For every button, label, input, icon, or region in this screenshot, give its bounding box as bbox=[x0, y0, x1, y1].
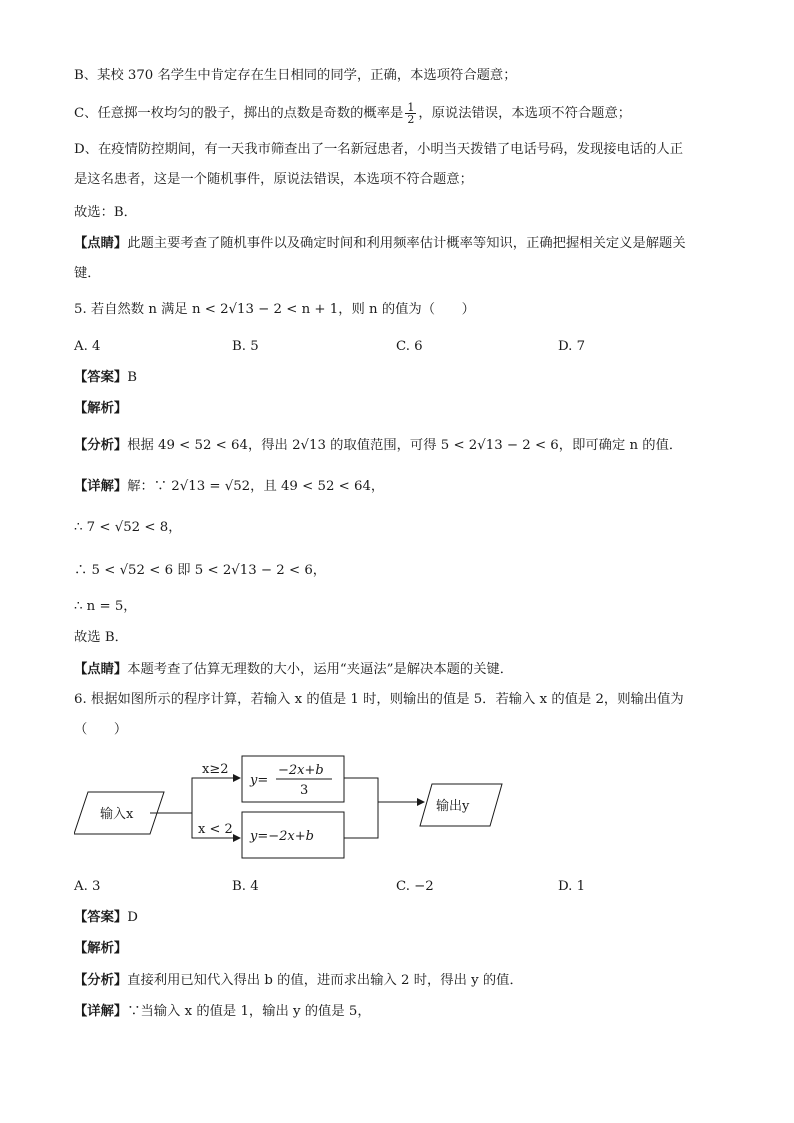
box-top-lhs: y= bbox=[250, 773, 269, 788]
option-d: D. 1 bbox=[558, 879, 586, 894]
text-line: 是这名患者，这是一个随机事件，原说法错误，本选项不符合题意； bbox=[74, 172, 473, 187]
text-line bbox=[74, 660, 513, 680]
section-tag: 【详解】 bbox=[74, 1004, 128, 1019]
text-segment: 解：∵ 2√13 = √52，且 49 < 52 < 64， bbox=[127, 479, 385, 494]
section-tag: 【详解】 bbox=[74, 479, 128, 494]
answer-line bbox=[74, 368, 137, 388]
text-line: 故选 B． bbox=[74, 630, 128, 645]
flowchart-diagram bbox=[74, 750, 514, 870]
answer-line bbox=[74, 908, 138, 928]
box-bottom-formula: y=−2x+b bbox=[250, 829, 314, 844]
option-a: A. 4 bbox=[74, 339, 101, 354]
fraction-numerator: 1 bbox=[407, 101, 415, 114]
text-line bbox=[74, 971, 523, 991]
text-line: ∴ 7 < √52 < 8， bbox=[74, 520, 182, 535]
option-d: D. 7 bbox=[558, 339, 586, 354]
section-tag: 【点睛】 bbox=[74, 236, 128, 251]
text-line: ∴ n = 5， bbox=[74, 599, 137, 614]
merge-line bbox=[344, 778, 378, 838]
section-tag: 【分析】 bbox=[74, 438, 128, 453]
section-tag: 【答案】 bbox=[74, 370, 128, 385]
option-b: B. 5 bbox=[232, 339, 259, 354]
section-tag: 【答案】 bbox=[74, 910, 128, 925]
text-line: D、在疫情防控期间，有一天我市筛查出了一名新冠患者，小明当天拨错了电话号码，发现接电话的人正 bbox=[74, 142, 684, 157]
text-line: （ ） bbox=[74, 722, 128, 737]
text-line: B、某校 370 名学生中肯定存在生日相同的同学，正确，本选项符合题意； bbox=[74, 68, 517, 83]
box-top-numerator: −2x+b bbox=[278, 763, 324, 778]
text-line bbox=[74, 477, 384, 497]
text-line bbox=[74, 234, 686, 254]
box-top-denominator: 3 bbox=[300, 783, 309, 798]
fraction-denominator: 2 bbox=[407, 113, 415, 126]
fraction bbox=[405, 102, 416, 125]
section-tag: 【分析】 bbox=[74, 973, 128, 988]
text-segment: ∵当输入 x 的值是 1，输出 y 的值是 5， bbox=[127, 1004, 371, 1019]
text-segment: 直接利用已知代入得出 b 的值，进而求出输入 2 时，得出 y 的值． bbox=[127, 973, 523, 988]
branch-line bbox=[150, 778, 240, 813]
text-line bbox=[74, 436, 682, 456]
option-b: B. 4 bbox=[232, 879, 259, 894]
answer-value: B bbox=[127, 370, 137, 385]
text-segment: 本题考查了估算无理数的大小，运用“夹逼法”是解决本题的关键． bbox=[127, 662, 514, 677]
condition-bottom: x < 2 bbox=[198, 822, 233, 837]
text-segment: 此题主要考查了随机事件以及确定时间和利用频率估计概率等知识，正确把握相关定义是解题关 bbox=[127, 236, 686, 251]
text-segment: C、任意掷一枚均匀的骰子，掷出的点数是奇数的概率是 bbox=[74, 106, 404, 121]
text-segment: 根据 49 < 52 < 64，得出 2√13 的取值范围，可得 5 < 2√13 − 2 < 6，即可确定 n 的值． bbox=[127, 438, 683, 453]
condition-top: x≥2 bbox=[202, 762, 229, 777]
text-line bbox=[74, 1002, 371, 1022]
option-a: A. 3 bbox=[74, 879, 101, 894]
section-tag: 【解析】 bbox=[74, 401, 128, 416]
text-line: ∴ 5 < √52 < 6 即 5 < 2√13 − 2 < 6， bbox=[74, 563, 327, 578]
section-tag: 【解析】 bbox=[74, 941, 128, 956]
input-label: 输入x bbox=[100, 807, 134, 822]
option-c: C. 6 bbox=[396, 339, 423, 354]
text-line bbox=[74, 102, 631, 125]
answer-value: D bbox=[127, 910, 138, 925]
question-5: 5. 若自然数 n 满足 n < 2√13 − 2 < n + 1，则 n 的值为（ ） bbox=[74, 302, 475, 317]
question-6: 6. 根据如图所示的程序计算，若输入 x 的值是 1 时，则输出的值是 5．若输入 x 的值是 2，则输出值为 bbox=[74, 692, 684, 707]
option-c: C. −2 bbox=[396, 879, 434, 894]
section-tag: 【点睛】 bbox=[74, 662, 128, 677]
text-line: 故选：B． bbox=[74, 205, 137, 220]
output-label: 输出y bbox=[436, 799, 470, 814]
text-line: 键． bbox=[74, 266, 101, 281]
text-segment: ，原说法错误，本选项不符合题意； bbox=[418, 106, 632, 121]
